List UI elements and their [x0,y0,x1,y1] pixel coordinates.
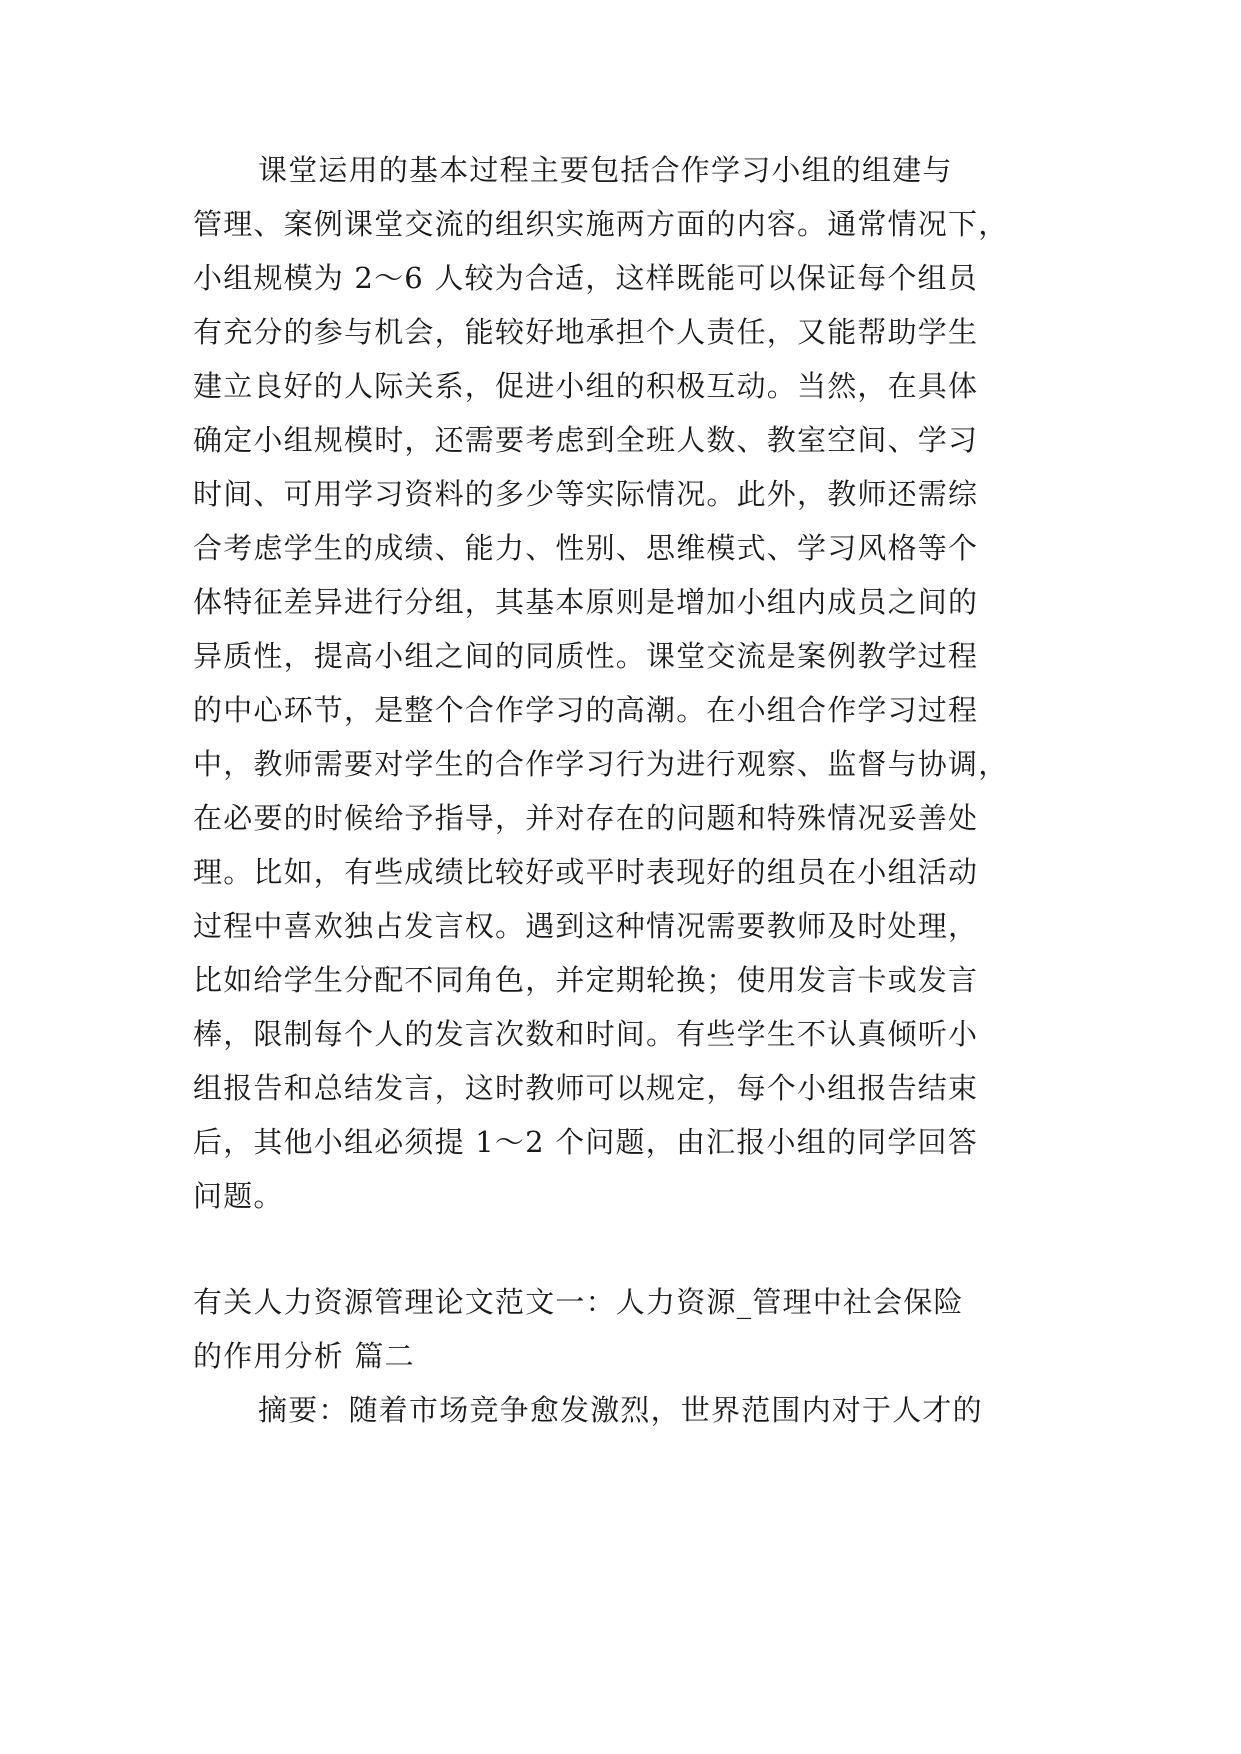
paragraph-line: 比如给学生分配不同角色，并定期轮换；使用发言卡或发言 [193,963,979,997]
paragraph-line: 小组规模为 2～6 人较为合适，这样既能可以保证每个组员 [193,261,978,295]
paragraph-line: 问题。 [193,1179,284,1213]
paragraph-line: 组报告和总结发言，这时教师可以规定，每个小组报告结束 [193,1071,979,1105]
paragraph-line: 时间、可用学习资料的多少等实际情况。此外，教师还需综 [193,477,979,511]
paragraph-line: 管理、案例课堂交流的组织实施两方面的内容。通常情况下， [193,207,1009,241]
abstract-line: 摘要：随着市场竞争愈发激烈，世界范围内对于人才的 [258,1393,983,1427]
section-heading-line: 的作用分析 篇二 [193,1339,415,1373]
paragraph-line: 在必要的时候给予指导，并对存在的问题和特殊情况妥善处 [193,801,979,835]
paragraph-line: 课堂运用的基本过程主要包括合作学习小组的组建与 [258,153,953,187]
paragraph-line: 有充分的参与机会，能较好地承担个人责任，又能帮助学生 [193,315,979,349]
paragraph-line: 异质性，提高小组之间的同质性。课堂交流是案例教学过程 [193,639,979,673]
paragraph-line: 后，其他小组必须提 1～2 个问题，由汇报小组的同学回答 [193,1125,978,1159]
paragraph-line: 过程中喜欢独占发言权。遇到这种情况需要教师及时处理， [193,909,979,943]
paragraph-line: 棒，限制每个人的发言次数和时间。有些学生不认真倾听小 [193,1017,979,1051]
paragraph-line: 理。比如，有些成绩比较好或平时表现好的组员在小组活动 [193,855,979,889]
paragraph-line: 合考虑学生的成绩、能力、性别、思维模式、学习风格等个 [193,531,979,565]
paragraph-line: 的中心环节，是整个合作学习的高潮。在小组合作学习过程 [193,693,979,727]
section-heading-line: 有关人力资源管理论文范文一：人力资源_管理中社会保险 [193,1285,964,1319]
paragraph-line: 确定小组规模时，还需要考虑到全班人数、教室空间、学习 [193,423,979,457]
paragraph-line: 中，教师需要对学生的合作学习行为进行观察、监督与协调， [193,747,1009,781]
paragraph-line: 建立良好的人际关系，促进小组的积极互动。当然，在具体 [193,369,979,403]
paragraph-line: 体特征差异进行分组，其基本原则是增加小组内成员之间的 [193,585,979,619]
